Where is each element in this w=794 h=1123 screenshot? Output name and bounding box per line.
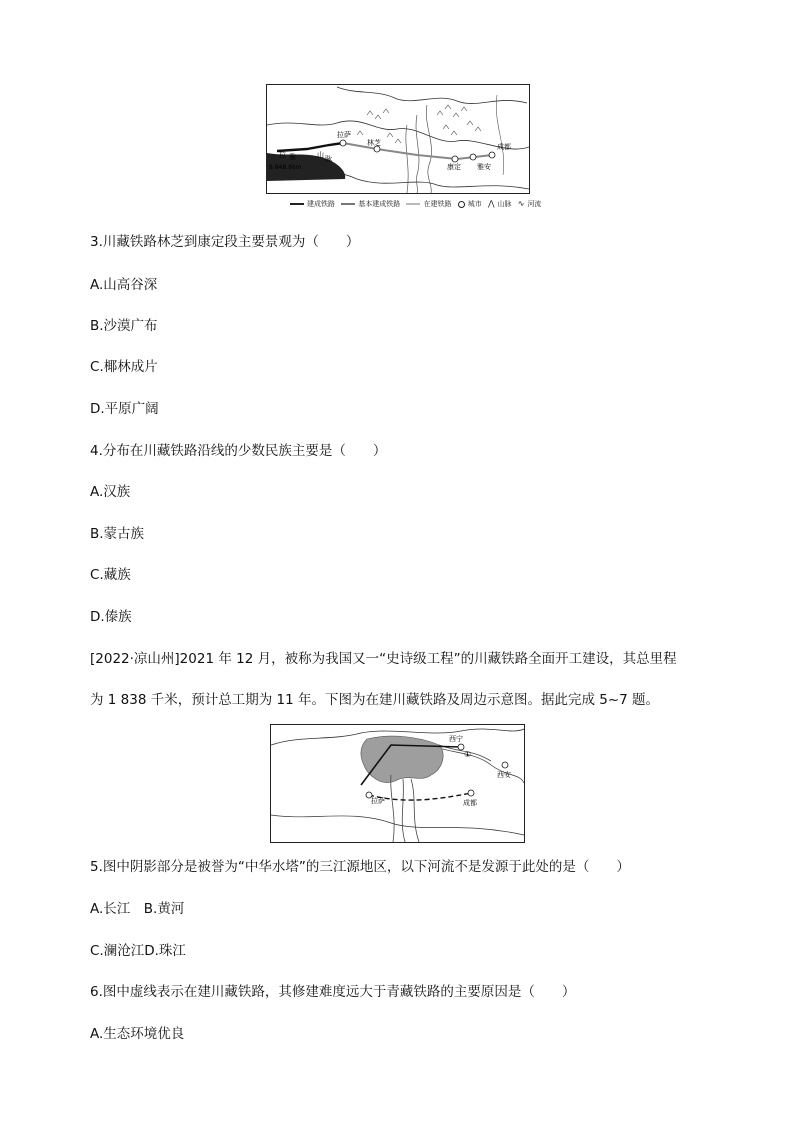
question-4-option-d: D.傣族 [90, 609, 132, 625]
city-chengdu: 成都 [463, 799, 477, 807]
city-lhasa: 拉萨 [371, 797, 385, 805]
map-1-legend [290, 199, 545, 209]
river-icon: ∿ [517, 199, 525, 208]
question-5-options-ab: A.长江 B.黄河 [90, 901, 185, 917]
question-3-option-c: C.椰林成片 [90, 359, 158, 375]
question-3-option-b: B.沙漠广布 [90, 318, 158, 334]
legend-city: 城市 [467, 200, 482, 208]
sichuan-tibet-railway-map [266, 84, 530, 194]
question-3-stem: 3.川藏铁路林芝到康定段主要景观为（ ） [90, 234, 360, 250]
legend-built-railway: 建成铁路 [307, 200, 335, 208]
legend-mountain: 山脉 [497, 200, 512, 208]
range-label-1: 拉 [279, 151, 286, 159]
city-xining: 西宁 [449, 735, 463, 743]
question-6-option-a: A.生态环境优良 [90, 1026, 185, 1042]
legend-nearly-built-railway: 基本建成铁路 [358, 200, 401, 208]
question-6-stem: 6.图中虚线表示在建川藏铁路，其修建难度远大于青藏铁路的主要原因是（ ） [90, 984, 576, 1000]
question-5-stem: 5.图中阴影部分是被誉为“中华水塔”的三江源地区，以下河流不是发源于此处的是（ ） [90, 859, 630, 875]
question-5-options-cd: C.澜沧江D.珠江 [90, 943, 186, 959]
city-kangding: 康定 [447, 163, 461, 171]
mountain-label-2: 脉 [325, 155, 332, 163]
marker-1: ① [464, 750, 472, 759]
range-label-2: 雅 [289, 153, 296, 161]
passage-line-1: [2022·凉山州]2021 年 12 月，被称为我国又一“史诗级工程”的川藏铁路全面开工建设，其总里程 [90, 651, 677, 667]
map-2-drawing [271, 725, 524, 842]
railway-surroundings-map [270, 724, 525, 843]
question-4-option-c: C.藏族 [90, 567, 131, 583]
elevation-label: 8 848.86m [269, 164, 302, 171]
question-3-option-d: D.平原广阔 [90, 401, 159, 417]
legend-under-construction-railway: 在建铁路 [423, 200, 452, 208]
map-1-drawing [267, 85, 529, 193]
city-nyingchi: 林芝 [367, 139, 381, 147]
mountain-icon: ⋀ [487, 199, 495, 208]
passage-line-2: 为 1 838 千米，预计总工期为 11 年。下图为在建川藏铁路及周边示意图。据此完成 5~7 题。 [90, 692, 660, 708]
question-4-option-a: A.汉族 [90, 484, 131, 500]
city-yaan: 雅安 [477, 163, 491, 171]
city-xian: 西安 [497, 771, 511, 779]
legend-river: 河流 [527, 200, 542, 208]
city-lhasa: 拉萨 [337, 131, 351, 139]
city-chengdu: 成都 [497, 143, 511, 151]
question-4-stem: 4.分布在川藏铁路沿线的少数民族主要是（ ） [90, 443, 387, 459]
mountain-label-1: 山 [317, 151, 324, 159]
question-3-option-a: A.山高谷深 [90, 277, 158, 293]
question-4-option-b: B.蒙古族 [90, 526, 145, 542]
